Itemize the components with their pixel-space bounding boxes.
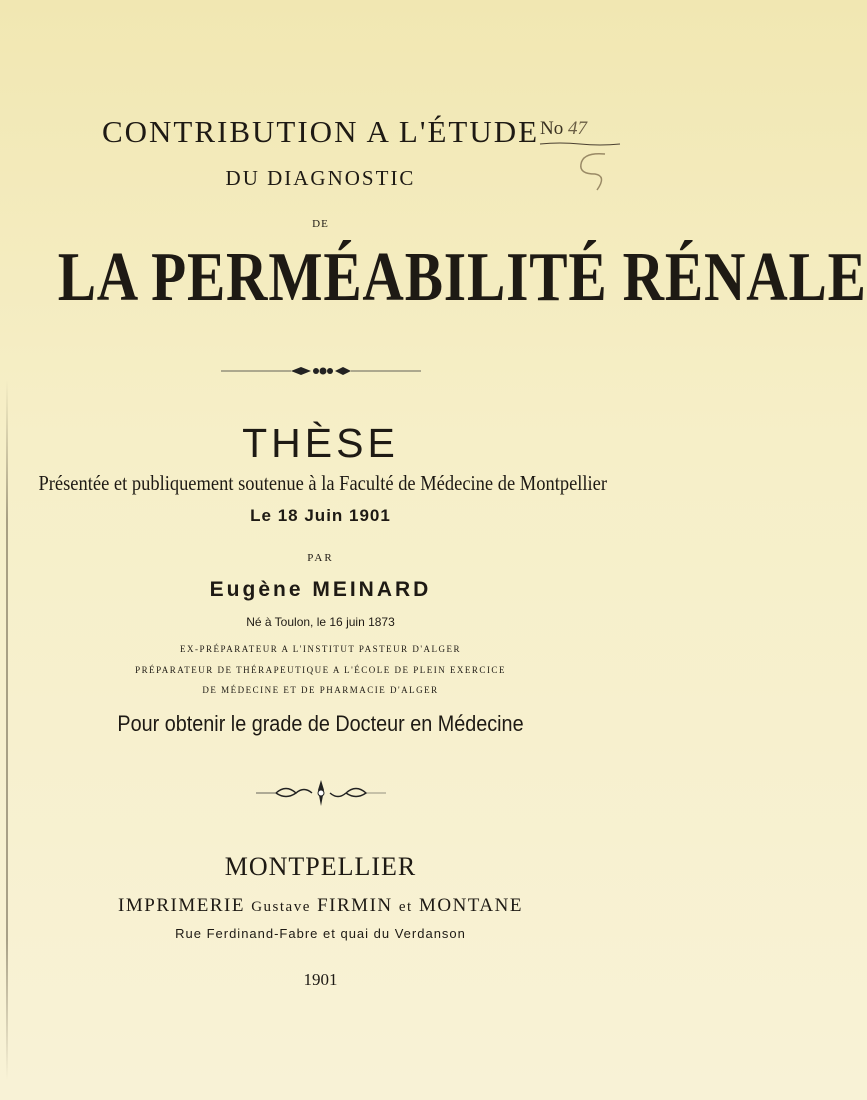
city: MONTPELLIER xyxy=(224,852,417,881)
ornament-flourish xyxy=(0,778,641,808)
these-heading: THÈSE xyxy=(242,420,399,466)
presentation-line: Présentée et publiquement soutenue à la Faculté de Médecine de Montpellier xyxy=(38,471,608,495)
author-name: Eugène MEINARD xyxy=(209,578,432,601)
defense-date: Le 18 Juin 1901 xyxy=(250,506,391,525)
title-line-1: CONTRIBUTION A L'ÉTUDE xyxy=(101,114,540,149)
shelf-number-stamp: No 47 xyxy=(540,118,620,148)
title-line-2: DU DIAGNOSTIC xyxy=(225,166,416,190)
publication-year: 1901 xyxy=(303,970,338,989)
credential-3: DE MÉDECINE ET DE PHARMACIE D'ALGER xyxy=(202,685,439,695)
credential-1: EX-PRÉPARATEUR A L'INSTITUT PASTEUR D'ALGER xyxy=(180,644,461,654)
ornament-divider xyxy=(0,364,641,378)
handwritten-mark-icon xyxy=(573,150,613,195)
by-label: PAR xyxy=(307,552,334,564)
birth-line: Né à Toulon, le 16 juin 1873 xyxy=(246,615,395,629)
title-line-3: DE xyxy=(312,218,329,230)
title-main: LA PERMÉABILITÉ RÉNALE xyxy=(57,239,867,316)
credential-2: PRÉPARATEUR DE THÉRAPEUTIQUE A L'ÉCOLE DE PLEIN EXERCICE xyxy=(135,665,506,675)
printer-address: Rue Ferdinand-Fabre et quai du Verdanson xyxy=(175,926,466,941)
ornament-rule-icon xyxy=(221,364,421,378)
flourish-icon xyxy=(256,778,386,808)
degree-line: Pour obtenir le grade de Docteur en Médecine xyxy=(117,711,524,736)
printer-line: IMPRIMERIE Gustave FIRMIN et MONTANE xyxy=(118,895,523,916)
